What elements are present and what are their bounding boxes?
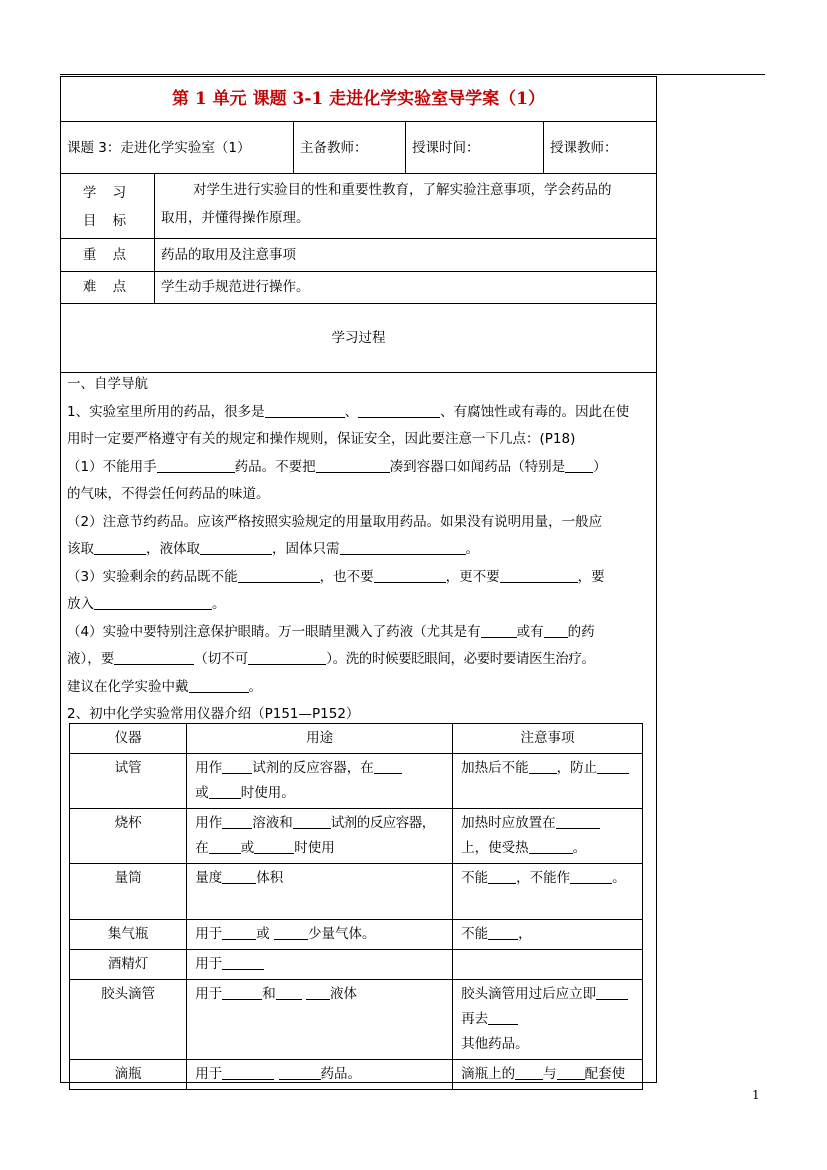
table-row	[70, 950, 643, 980]
answer-blank[interactable]	[222, 954, 264, 970]
answer-blank[interactable]	[316, 457, 390, 473]
answer-blank[interactable]	[200, 539, 272, 555]
answer-blank[interactable]	[254, 838, 294, 854]
goals-text-line-1: 对学生进行实验目的性和重要性教育，了解实验注意事项，学会药品的	[193, 182, 612, 198]
difficulty-row	[61, 272, 656, 304]
instrument-name: 量筒	[70, 864, 187, 920]
answer-blank[interactable]	[189, 677, 249, 693]
answer-blank[interactable]	[544, 622, 568, 638]
answer-blank[interactable]	[488, 924, 518, 940]
answer-blank[interactable]	[276, 984, 302, 1000]
instrument-name: 胶头滴管	[70, 980, 187, 1060]
answer-blank[interactable]	[306, 984, 330, 1000]
answer-blank[interactable]	[248, 649, 326, 665]
point-4-line-1: （4）实验中要特别注意保护眼睛。万一眼睛里溅入了药液（尤其是有 或有 的药	[67, 623, 595, 640]
column-header: 注意事项	[453, 724, 643, 754]
answer-blank[interactable]	[556, 813, 600, 829]
answer-blank[interactable]	[565, 457, 593, 473]
answer-blank[interactable]	[279, 1064, 321, 1080]
goals-label-line-1: 学 习	[82, 185, 133, 201]
goals-label-line-2: 目 标	[82, 213, 133, 229]
usage-cell: 用于 和 液体	[187, 980, 453, 1060]
section-heading: 一、自学导航	[67, 376, 148, 392]
answer-blank[interactable]	[374, 567, 446, 583]
usage-cell: 用于 或 少量气体。	[187, 920, 453, 950]
answer-blank[interactable]	[481, 622, 517, 638]
instrument-name: 集气瓶	[70, 920, 187, 950]
answer-blank[interactable]	[570, 868, 612, 884]
answer-blank[interactable]	[274, 924, 308, 940]
answer-blank[interactable]	[557, 1064, 585, 1080]
point-1-line-1: （1）不能用手 药品。不要把 凑到容器口如闻药品（特别是 ）	[67, 458, 607, 475]
notes-cell	[453, 950, 643, 980]
instrument-name: 烧杯	[70, 809, 187, 864]
goals-row	[61, 174, 656, 239]
goals-text	[154, 174, 656, 238]
point-2-line-1: （2）注意节约药品。应该严格按照实验规定的用量取用药品。如果没有说明用量，一般应	[67, 513, 603, 530]
answer-blank[interactable]	[340, 539, 466, 555]
point-3-line-2: 放入 。	[67, 596, 226, 612]
top-rule	[60, 74, 765, 75]
notes-cell: 滴瓶上的 与 配套使	[453, 1060, 643, 1090]
usage-cell: 用作 溶液和 试剂的反应容器， 在 或 时使用	[187, 809, 453, 864]
column-header: 用途	[187, 724, 453, 754]
question-1-line-1: 1、实验室里所用的药品，很多是 、 、有腐蚀性或有毒的。因此在使	[67, 403, 630, 420]
process-heading: 学习过程	[61, 304, 656, 373]
topic-cell: 课题 3：走进化学实验室（1）	[67, 140, 251, 156]
instrument-name: 滴瓶	[70, 1060, 187, 1090]
notes-cell: 不能 ，不能作 。	[453, 864, 643, 920]
answer-blank[interactable]	[222, 1064, 274, 1080]
answer-blank[interactable]	[222, 758, 252, 774]
answer-blank[interactable]	[515, 1064, 543, 1080]
answer-blank[interactable]	[597, 758, 629, 774]
point-2-line-2: 该取 ，液体取 ，固体只需 。	[67, 541, 479, 557]
page-title: 第 1 单元 课题 3-1 走进化学实验室导学案（1）	[61, 77, 656, 122]
answer-blank[interactable]	[238, 567, 320, 583]
page-number: 1	[752, 1088, 760, 1102]
answer-blank[interactable]	[529, 838, 573, 854]
answer-blank[interactable]	[94, 594, 212, 610]
point-1-line-2: 的气味，不得尝任何药品的味道。	[67, 486, 270, 502]
answer-blank[interactable]	[94, 539, 146, 555]
point-4-line-2: 液），要 （切不可 ）。洗的时候要眨眼间，必要时要请医生治疗。	[67, 651, 595, 667]
usage-cell: 用于 药品。	[187, 1060, 453, 1090]
notes-cell: 加热后不能 ，防止	[453, 754, 643, 809]
usage-cell: 用于	[187, 950, 453, 980]
difficulty-text: 学生动手规范进行操作。	[154, 272, 656, 303]
instrument-table	[69, 723, 643, 1090]
answer-blank[interactable]	[209, 783, 241, 799]
table-row	[70, 980, 643, 1060]
answer-blank[interactable]	[488, 1009, 518, 1025]
difficulty-label: 难 点	[82, 279, 133, 295]
answer-blank[interactable]	[488, 868, 516, 884]
answer-blank[interactable]	[222, 924, 256, 940]
answer-blank[interactable]	[209, 838, 241, 854]
point-4-line-3: 建议在化学实验中戴 。	[67, 678, 262, 695]
answer-blank[interactable]	[374, 758, 402, 774]
usage-cell: 量度 体积	[187, 864, 453, 920]
table-row	[70, 809, 643, 864]
table-row	[70, 920, 643, 950]
column-header: 仪器	[70, 724, 187, 754]
answer-blank[interactable]	[222, 813, 252, 829]
notes-cell: 加热时应放置在 上，使受热 。	[453, 809, 643, 864]
table-header-row	[70, 724, 643, 754]
answer-blank[interactable]	[358, 402, 440, 418]
answer-blank[interactable]	[293, 813, 331, 829]
answer-blank[interactable]	[222, 868, 256, 884]
class-time-cell: 授课时间：	[405, 122, 543, 173]
instrument-name: 酒精灯	[70, 950, 187, 980]
answer-blank[interactable]	[222, 984, 262, 1000]
self-study-section	[61, 371, 656, 729]
key-point-row	[61, 239, 656, 272]
goals-label	[61, 174, 154, 238]
goals-text-line-2: 取用，并懂得操作原理。	[161, 210, 310, 226]
prep-teacher-cell: 主备教师：	[293, 122, 405, 173]
key-point-text: 药品的取用及注意事项	[154, 239, 656, 271]
instrument-name: 试管	[70, 754, 187, 809]
key-point-label: 重 点	[82, 247, 133, 263]
teacher-cell: 授课教师：	[543, 122, 658, 173]
answer-blank[interactable]	[596, 984, 628, 1000]
table-row	[70, 864, 643, 920]
answer-blank[interactable]	[114, 649, 194, 665]
table-row	[70, 754, 643, 809]
notes-cell: 不能 ，	[453, 920, 643, 950]
point-3-line-1: （3）实验剩余的药品既不能 ，也不要 ，更不要 ，要	[67, 568, 605, 585]
question-1-line-2: 用时一定要严格遵守有关的规定和操作规则，保证安全，因此要注意一下几点：(P18)	[67, 431, 576, 447]
header-row	[61, 122, 656, 174]
table-row	[70, 1060, 643, 1090]
usage-cell: 用作 试剂的反应容器，在 或 时使用。	[187, 754, 453, 809]
answer-blank[interactable]	[265, 402, 345, 418]
answer-blank[interactable]	[157, 457, 235, 473]
worksheet-frame	[60, 76, 657, 1083]
notes-cell: 胶头滴管用过后应立即 再去 其他药品。	[453, 980, 643, 1060]
answer-blank[interactable]	[500, 567, 578, 583]
answer-blank[interactable]	[529, 758, 557, 774]
question-2: 2、初中化学实验常用仪器介绍（P151—P152）	[67, 706, 360, 722]
